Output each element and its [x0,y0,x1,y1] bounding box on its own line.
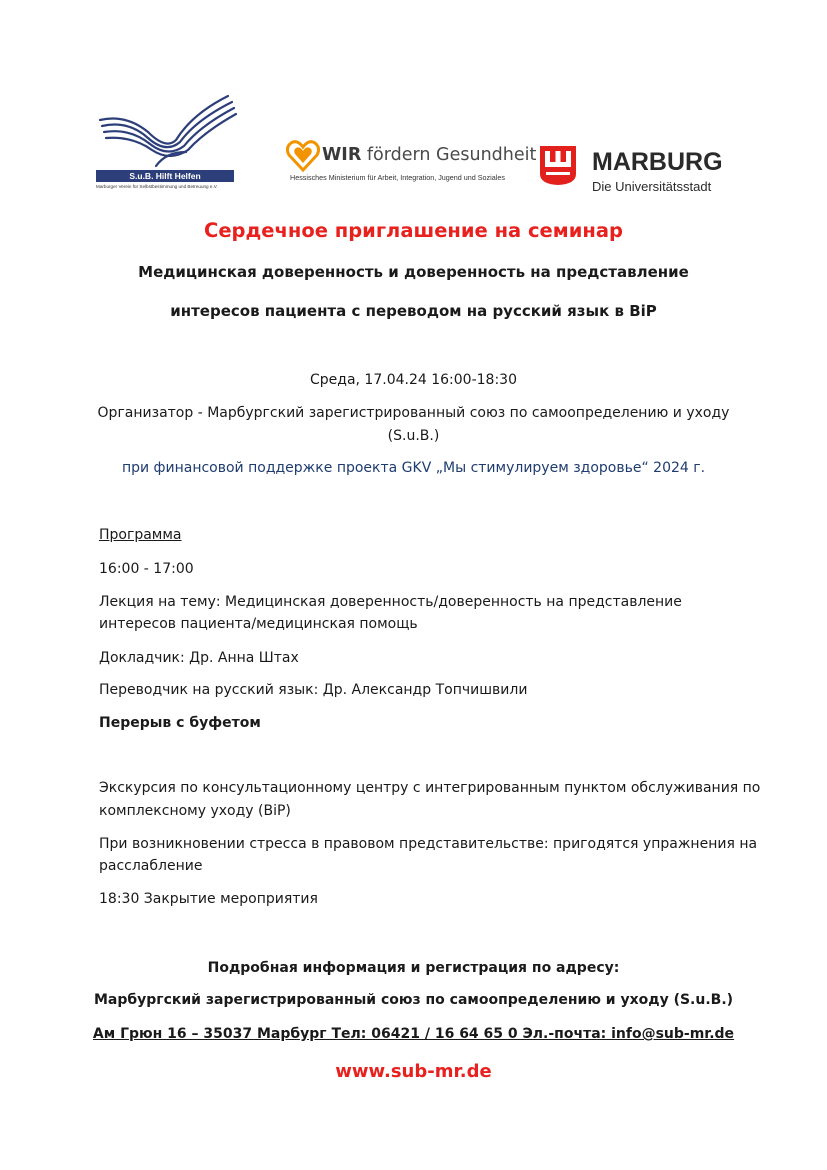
sub-logo-caption: Marburger Verein für Selbstbestimmung und Betreuung e.V. [96,184,218,189]
info-heading: Подробная информация и регистрация по адресу: [207,960,620,976]
stress-line2: расслабление [99,858,203,874]
wir-logo-subtitle: Hessisches Ministerium für Arbeit, Integration, Jugend und Soziales [290,173,505,182]
program-time: 16:00 - 17:00 [99,561,194,577]
tour-line1: Экскурсия по консультационному центру с интегрированным пунктом обслуживания по [99,780,761,796]
funding-note: при финансовой поддержке проекта GKV „Мы стимулируем здоровье“ 2024 г. [121,460,706,476]
lecture-line2: интересов пациента/медицинская помощь [99,616,418,632]
marburg-logo-subtitle: Die Universitätsstadt [592,179,712,194]
closing: 18:30 Закрытие мероприятия [99,891,318,907]
tour-line2: комплексному уходу (BiP) [99,803,291,819]
marburg-crest-icon [538,144,578,186]
event-date: Среда, 17.04.24 16:00-18:30 [310,372,517,388]
seminar-subtitle-line2: интересов пациента с переводом на русский язык в BiP [170,302,657,320]
marburg-logo [538,144,732,198]
sub-logo [96,92,240,190]
program-heading: Программа [99,527,182,543]
heart-icon [286,139,320,173]
break-buffet: Перерыв с буфетом [99,715,261,731]
wir-foerdern-logo [286,139,537,187]
marburg-logo-name: MARBURG [592,148,723,176]
sub-bird-icon [96,92,240,172]
website-link[interactable]: www.sub-mr.de [335,1061,492,1082]
organizer-line1: Организатор - Марбургский зарегистрированный союз по самоопределению и уходу [97,405,730,421]
stress-line1: При возникновении стресса в правовом представительстве: пригодятся упражнения на [99,836,758,852]
wir-logo-text: WIR fördern Gesundheit [322,145,537,165]
contact-address[interactable]: Ам Грюн 16 – 35037 Марбург Тел: 06421 / 16 64 65 0 Эл.-почта: info@sub-mr.de [92,1026,735,1042]
seminar-subtitle-line1: Медицинская доверенность и доверенность на представление [138,263,689,281]
organization-name: Марбургский зарегистрированный союз по самоопределению и уходу (S.u.B.) [93,992,734,1008]
lecture-line1: Лекция на тему: Медицинская доверенность/доверенность на представление [99,594,682,610]
sub-logo-name: S.u.B. Hilft Helfen [96,170,234,182]
invitation-title: Сердечное приглашение на семинар [204,219,623,242]
organizer-line2: (S.u.B.) [387,428,440,444]
speaker: Докладчик: Др. Анна Штах [99,650,299,666]
translator: Переводчик на русский язык: Др. Александр Топчишвили [99,682,528,698]
